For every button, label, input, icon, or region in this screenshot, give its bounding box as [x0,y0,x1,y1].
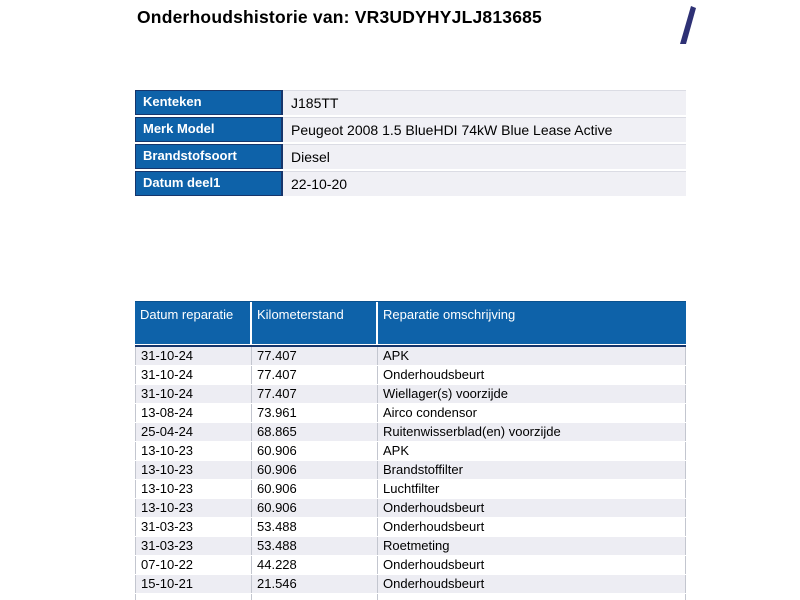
cell-date: 31-03-23 [135,518,252,536]
table-row [135,518,686,537]
maintenance-table-header [135,301,686,344]
info-row [135,171,686,196]
maintenance-table [135,301,686,600]
cell-kilometers: 60.906 [252,480,378,498]
maintenance-table-body [135,347,686,600]
empty-cell [378,594,686,600]
cell-kilometers: 60.906 [252,461,378,479]
table-row [135,499,686,518]
cell-kilometers: 68.865 [252,423,378,441]
cell-description: Onderhoudsbeurt [378,575,686,593]
info-value: Diesel [283,144,686,169]
empty-cell [135,594,252,600]
cell-description: APK [378,347,686,365]
cell-kilometers: 60.906 [252,499,378,517]
info-row [135,117,686,142]
cell-date: 31-03-23 [135,537,252,555]
cell-description: Luchtfilter [378,480,686,498]
info-value: J185TT [283,90,686,115]
info-label: Datum deel1 [135,171,283,196]
table-row [135,442,686,461]
column-header: Kilometerstand [252,302,378,344]
logo-mark-icon [672,2,702,50]
cell-description: APK [378,442,686,460]
cell-kilometers: 77.407 [252,366,378,384]
info-row [135,90,686,115]
table-row [135,423,686,442]
cell-description: Ruitenwisserblad(en) voorzijde [378,423,686,441]
cell-date: 31-10-24 [135,347,252,365]
cell-date: 31-10-24 [135,385,252,403]
cell-kilometers: 44.228 [252,556,378,574]
table-row [135,537,686,556]
table-row [135,347,686,366]
cell-kilometers: 77.407 [252,385,378,403]
cell-date: 13-10-23 [135,499,252,517]
cell-date: 31-10-24 [135,366,252,384]
cell-description: Airco condensor [378,404,686,422]
cell-description: Onderhoudsbeurt [378,518,686,536]
cell-description: Roetmeting [378,537,686,555]
cell-date: 13-10-23 [135,461,252,479]
vehicle-info-table [135,90,686,198]
cell-date: 13-08-24 [135,404,252,422]
cell-date: 15-10-21 [135,575,252,593]
empty-cell [252,594,378,600]
column-header: Datum reparatie [135,302,252,344]
info-row [135,144,686,169]
cell-description: Onderhoudsbeurt [378,499,686,517]
cell-kilometers: 21.546 [252,575,378,593]
table-row [135,461,686,480]
cell-kilometers: 73.961 [252,404,378,422]
cell-date: 13-10-23 [135,480,252,498]
table-row-partial [135,594,686,600]
cell-date: 13-10-23 [135,442,252,460]
cell-date: 25-04-24 [135,423,252,441]
cell-kilometers: 60.906 [252,442,378,460]
info-label: Kenteken [135,90,283,115]
cell-kilometers: 77.407 [252,347,378,365]
table-row [135,385,686,404]
info-value: 22-10-20 [283,171,686,196]
table-row [135,366,686,385]
page-title: Onderhoudshistorie van: VR3UDYHYJLJ813685 [137,7,542,27]
cell-kilometers: 53.488 [252,537,378,555]
cell-description: Onderhoudsbeurt [378,366,686,384]
column-header: Reparatie omschrijving [378,302,686,344]
cell-description: Wiellager(s) voorzijde [378,385,686,403]
cell-description: Brandstoffilter [378,461,686,479]
cell-description: Onderhoudsbeurt [378,556,686,574]
table-row [135,404,686,423]
cell-kilometers: 53.488 [252,518,378,536]
info-label: Brandstofsoort [135,144,283,169]
cell-date: 07-10-22 [135,556,252,574]
info-label: Merk Model [135,117,283,142]
table-row [135,480,686,499]
info-value: Peugeot 2008 1.5 BlueHDI 74kW Blue Lease Active [283,117,686,142]
table-row [135,556,686,575]
table-row [135,575,686,594]
